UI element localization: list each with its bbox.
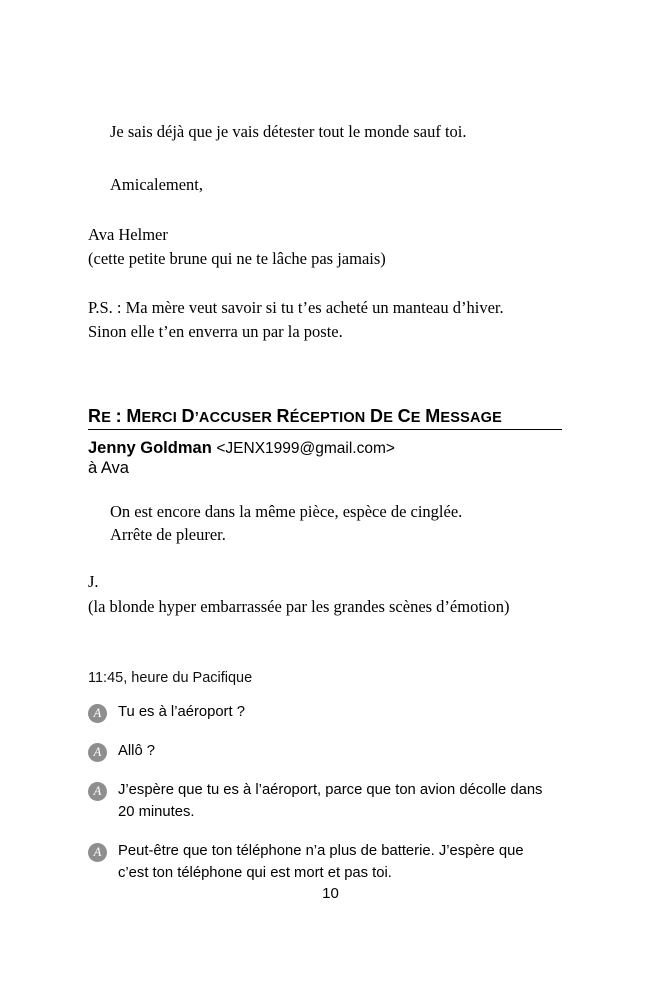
letter-signature [88,223,573,271]
email-header [88,406,573,478]
email-body-line-2: Arrête de pleurer. [110,524,226,544]
page-number: 10 [322,885,339,902]
avatar: A [88,743,107,762]
chat-thread [88,670,573,884]
avatar: A [88,843,107,862]
email-from-line [88,439,573,458]
ps-line-1: P.S. : Ma mère veut savoir si tu t’es acheté un manteau d’hiver. [88,297,504,317]
email-body [88,500,573,547]
chat-message-text: Peut-être que ton téléphone n’a plus de batterie. J’espère que c’est ton téléphone qui est mort et pas toi. [118,842,524,881]
chat-message [88,702,573,724]
avatar: A [88,704,107,723]
email-sign-note: (la blonde hyper embarrassée par les grandes scènes d’émotion) [88,596,510,616]
email-body-line-1: On est encore dans la même pièce, espèce de cinglée. [110,501,463,521]
chat-message [88,780,573,824]
chat-message [88,841,573,885]
chat-message [88,741,573,763]
email-subject-rule [88,406,562,430]
chat-message-text: J’espère que tu es à l’aéroport, parce que ton avion décolle dans 20 minutes. [118,782,543,820]
chat-message-text: Allô ? [118,743,156,760]
email-signature [88,570,573,618]
chat-message-text: Tu es à l’aéroport ? [118,704,245,721]
letter-line-1: Je sais déjà que je vais détester tout le monde sauf toi. [110,122,467,141]
letter-closing: Amicalement, [110,175,204,195]
letter-section [88,120,573,344]
email-from-name: Jenny Goldman [88,438,212,457]
email-subject: RE : MERCI D’ACCUSER RÉCEPTION DE CE MESSAGE [88,405,503,426]
avatar: A [88,782,107,801]
email-sign-initial: J. [88,572,99,592]
chat-message-list [88,702,573,884]
email-to-line: à Ava [88,458,129,477]
letter-postscript [88,296,573,344]
signature-name: Ava Helmer [88,224,168,244]
signature-note: (cette petite brune qui ne te lâche pas jamais) [88,249,386,269]
chat-timestamp: 11:45, heure du Pacifique [88,670,253,687]
ps-line-2: Sinon elle t’en enverra un par la poste. [88,322,343,342]
email-from-address: <JENX1999@gmail.com> [216,439,395,457]
